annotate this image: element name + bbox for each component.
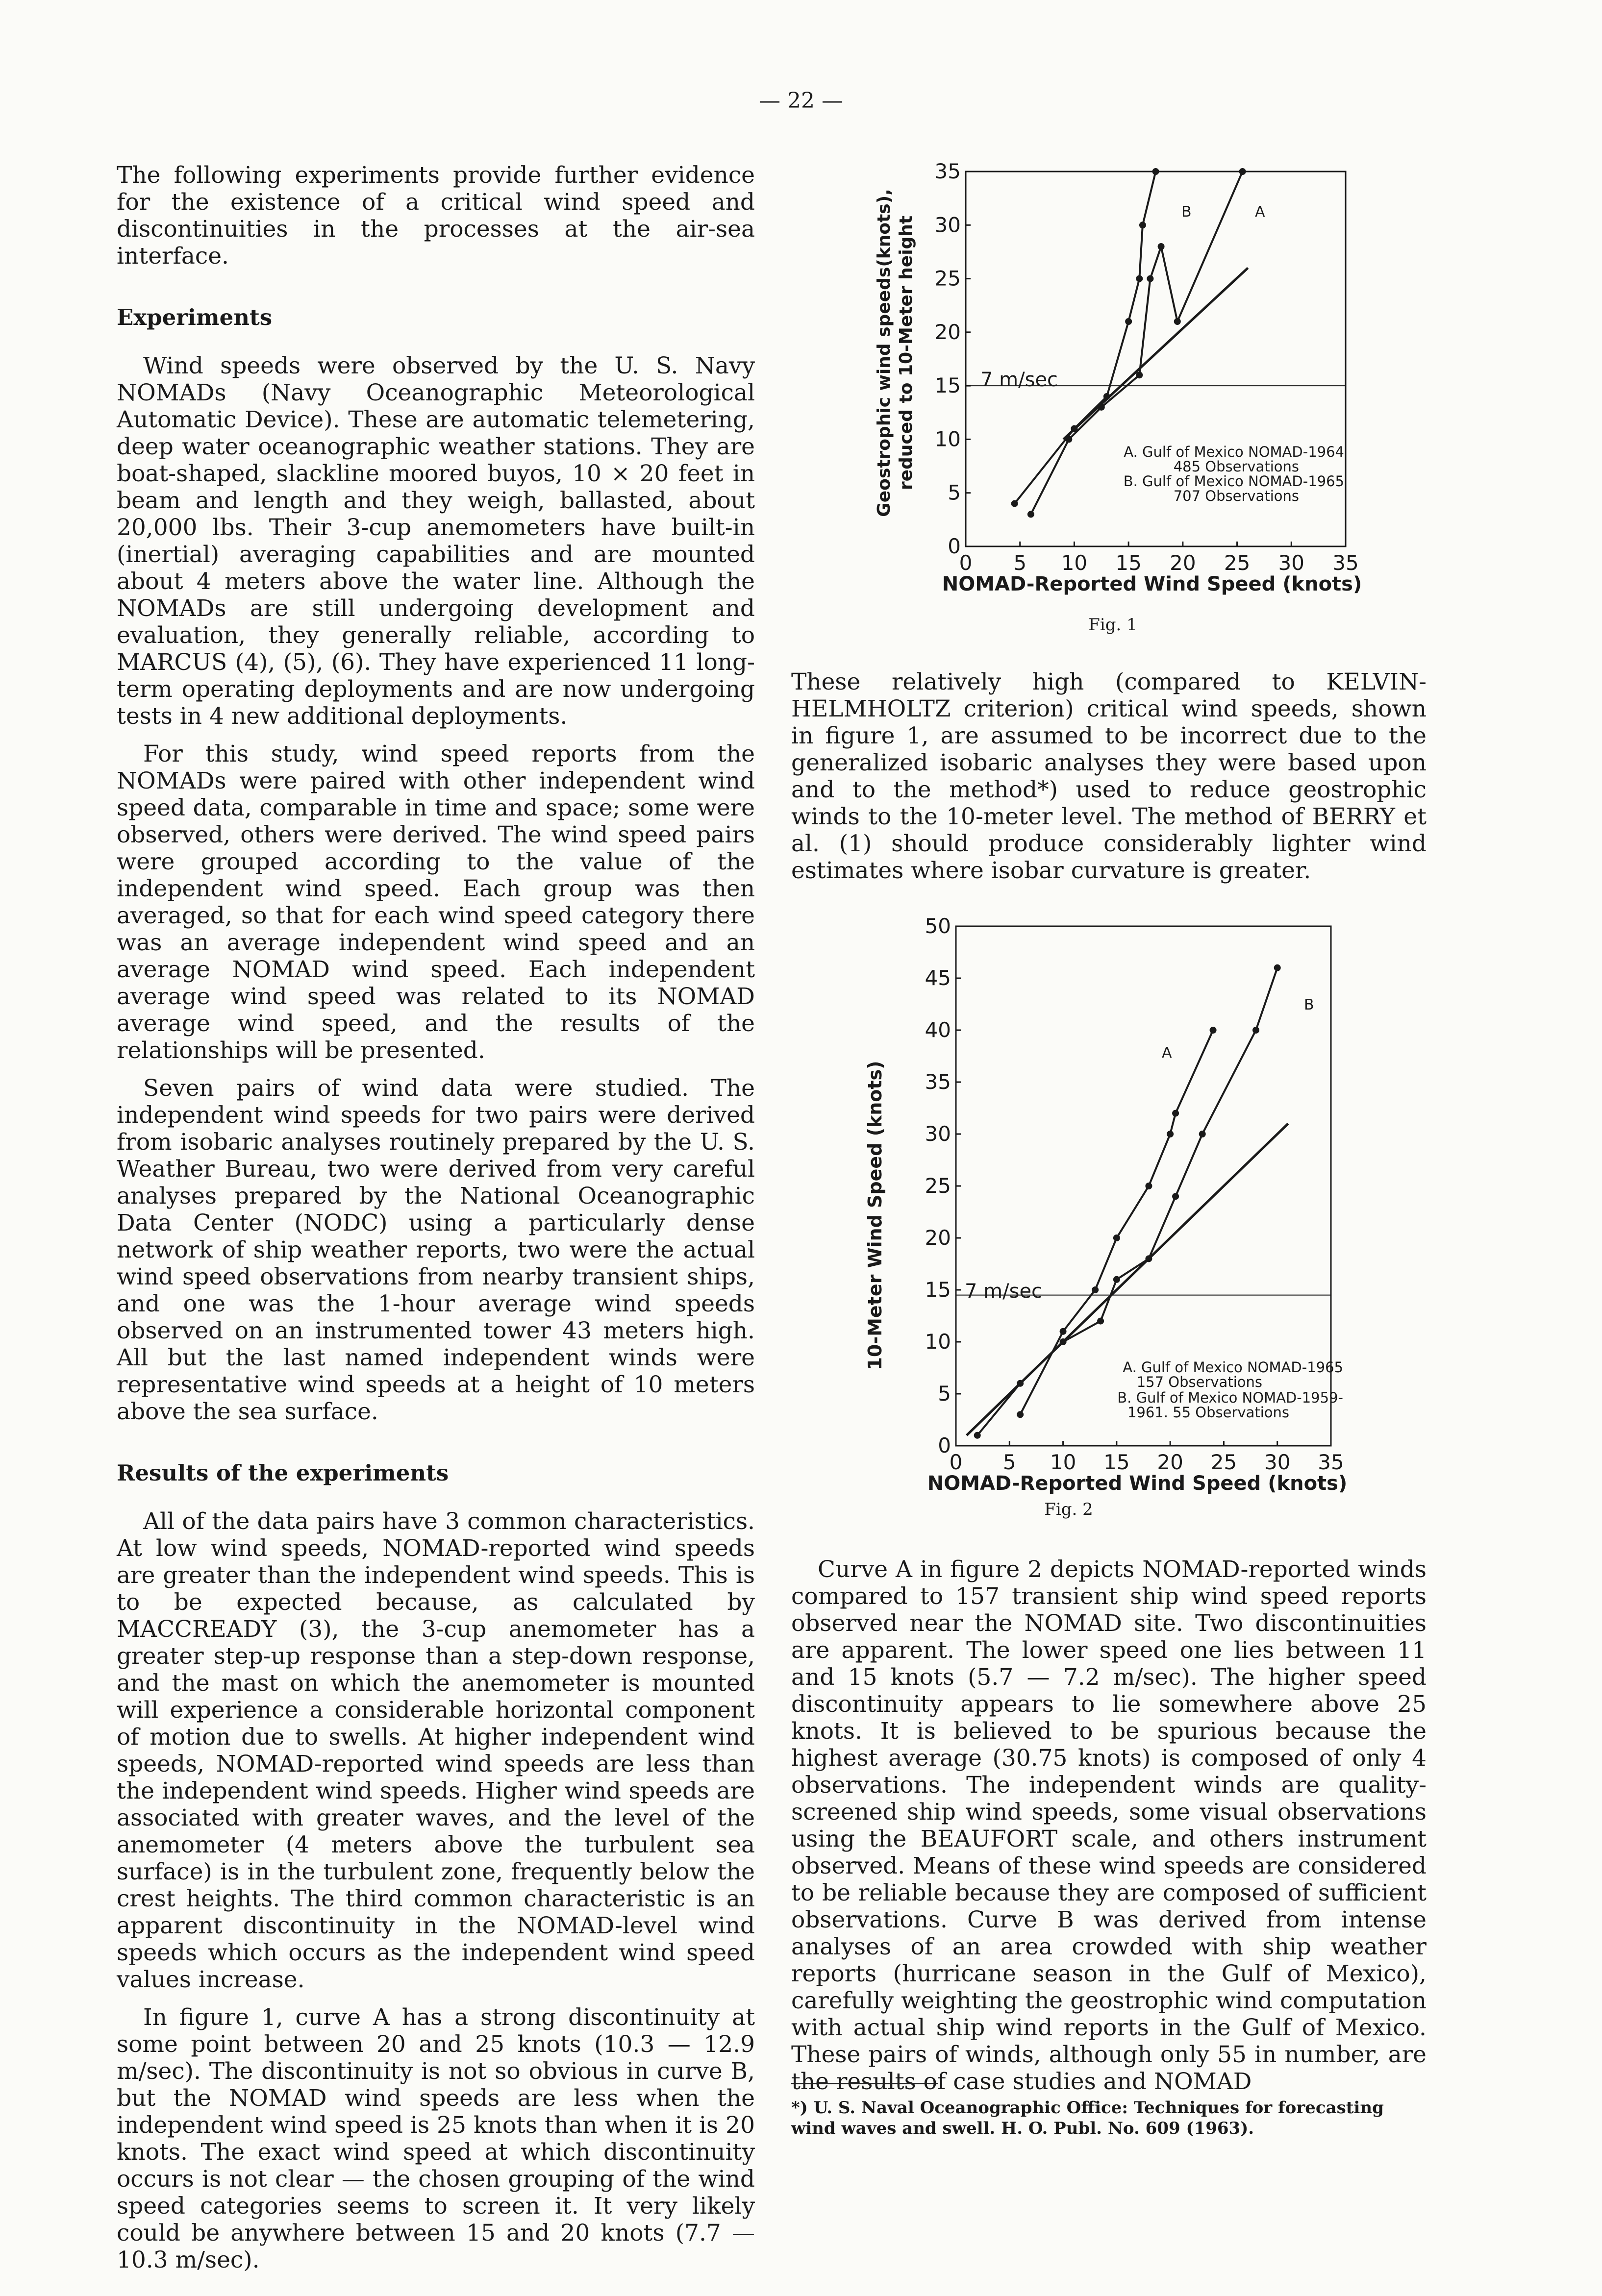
fig1-series-b-point: [1011, 500, 1018, 507]
fig2-series-a-point: [1017, 1411, 1024, 1418]
fig2-legend-1: A. Gulf of Mexico NOMAD-1965: [1123, 1359, 1343, 1376]
figure-1-chart: [868, 157, 1377, 608]
fig2-ytick-label: 10: [925, 1330, 951, 1354]
fig1-series-a-point: [1027, 511, 1034, 518]
fig2-series-b-point: [1017, 1380, 1024, 1387]
fig1-series-a-point: [1239, 168, 1246, 175]
paragraph-pairs: Seven pairs of wind data were studied. The independent wind speeds for two pairs were derived from isobaric analyses routinely prepared by the U. S. Weather Bureau, two were derived from very careful analyses prepared by the National Oceanographic Data Center (NODC) using a particularly dense network of ship weather reports, two were the actual wind speed observations from nearby transient ships, and one was the 1-hour average wind speeds observed on an instrumented tower 43 meters high. All but the last named independent winds were representative wind speeds at a height of 10 meters above the sea surface.: [117, 1075, 755, 1425]
right-column-top: [791, 668, 1427, 895]
fig2-ytick-label: 0: [938, 1433, 951, 1457]
fig1-series-b-point: [1071, 425, 1077, 432]
fig2-ylabel: 10-Meter Wind Speed (knots): [864, 1061, 886, 1370]
fig1-xtick-label: 20: [1170, 551, 1196, 575]
fig2-label-a: A: [1162, 1044, 1172, 1062]
fig2-series-a-point: [1210, 1027, 1217, 1034]
fig1-xtick-label: 0: [959, 551, 973, 575]
fig1-ytick-label: 10: [934, 427, 961, 451]
fig1-label-b: B: [1181, 203, 1192, 221]
heading-experiments: Experiments: [117, 304, 273, 330]
fig1-series-b-point: [1152, 168, 1159, 175]
fig1-series-a-point: [1147, 275, 1153, 282]
fig2-series-b-point: [1145, 1255, 1152, 1262]
fig1-legend-4: 707 Observations: [1173, 488, 1299, 504]
paragraph-characteristics: All of the data pairs have 3 common characteristics. At low wind speeds, NOMAD-reported wind speeds are greater than the independent wind speeds. This is to be expected because, as calculated by MACCREADY (3), the 3-cup anemometer has a greater step-up response than a step-down response, and the mast on which the anemometer is mounted will experience a considerable horizontal component of motion due to swells. At higher independent wind speeds, NOMAD-reported wind speeds are less than the independent wind speeds. Higher wind speeds are associated with greater waves, and the level of the anemometer (4 meters above the turbulent sea surface) is in the turbulent zone, frequently below the crest heights. The third common characteristic is an apparent discontinuity in the NOMAD-level wind speeds which occurs as the independent wind speed values increase.: [117, 1508, 755, 1993]
fig2-series-a-point: [1060, 1328, 1067, 1335]
fig1-series-b-point: [1125, 318, 1132, 325]
fig2-threshold-label: 7 m/sec: [965, 1280, 1043, 1303]
fig2-series-a-line: [1020, 1030, 1213, 1414]
fig2-series-a-point: [1167, 1131, 1174, 1137]
fig1-ytick-label: 15: [934, 373, 961, 398]
fig2-xtick-label: 25: [1210, 1450, 1237, 1474]
figure-2-chart: [848, 907, 1377, 1509]
paragraph-study: For this study, wind speed reports from the NOMADs were paired with other independent wind speed data, comparable in time and space; some were observed, others were derived. The wind speed pairs were grouped according to the value of the independent wind speed. Each group was then averaged, so that for each wind speed category there was an average independent wind speed and an average NOMAD wind speed. Each independent average wind speed was related to its NOMAD average wind speed, and the results of the relationships will be presented.: [117, 741, 755, 1064]
fig1-xtick-label: 25: [1224, 551, 1251, 575]
heading-results: Results of the experiments: [117, 1460, 449, 1486]
fig1-series-a-point: [1136, 371, 1143, 378]
figure-2-caption: Fig. 2: [1044, 1500, 1093, 1519]
fig2-series-a-point: [1145, 1183, 1152, 1189]
footnote: *) U. S. Naval Oceanographic Office: Techniques for forecasting wind waves and swell. H. O. Publ. No. 609 (1963).: [791, 2098, 1384, 2138]
fig1-series-b-point: [1103, 393, 1110, 400]
fig1-ytick-label: 0: [948, 534, 961, 558]
fig2-series-a-point: [1172, 1110, 1179, 1117]
fig2-xtick-label: 35: [1318, 1450, 1344, 1474]
fig2-ytick-label: 20: [925, 1226, 951, 1250]
fig2-legend-3: B. Gulf of Mexico NOMAD-1959-: [1117, 1389, 1343, 1406]
fig2-series-b-point: [1097, 1318, 1104, 1325]
right-column-bottom: [791, 1556, 1427, 2106]
fig2-series-a-point: [1092, 1286, 1099, 1293]
fig2-xtick-label: 20: [1157, 1450, 1183, 1474]
fig2-xtick-label: 0: [949, 1450, 963, 1474]
fig2-series-b-point: [1172, 1193, 1179, 1200]
fig1-series-b-point: [1139, 222, 1146, 228]
fig2-legend-4: 1961. 55 Observations: [1127, 1404, 1289, 1421]
fig2-label-b: B: [1304, 996, 1314, 1013]
fig2-ytick-label: 50: [925, 914, 951, 938]
fig1-xtick-label: 5: [1013, 551, 1027, 575]
fig2-series-b-point: [1199, 1131, 1206, 1137]
figure-1: [868, 157, 1377, 610]
fig1-ytick-label: 35: [934, 159, 961, 183]
fig1-legend-3: B. Gulf of Mexico NOMAD-1965: [1123, 473, 1344, 490]
fig1-xtick-label: 10: [1061, 551, 1088, 575]
fig1-series-b-point: [1136, 275, 1143, 282]
fig1-ylabel-line1: Geostrophic wind speeds(knots),: [874, 189, 894, 517]
fig2-ytick-label: 25: [925, 1174, 951, 1198]
fig1-xtick-label: 35: [1332, 551, 1359, 575]
page-number: — 22 —: [759, 88, 843, 113]
intro-paragraph: The following experiments provide further evidence for the existence of a critical wind speed and discontinuities in the processes at the air-sea interface.: [117, 162, 755, 270]
paragraph-nomad: Wind speeds were observed by the U. S. Navy NOMADs (Navy Oceanographic Meteorological Automatic Device). These are automatic telemetering, deep water oceanographic weather stations. They are boat-shaped, slackline moored buyos, 10 × 20 feet in beam and length and they weigh, ballasted, about 20,000 lbs. Their 3-cup anemometers have built-in (inertial) averaging capabilities and are mounted about 4 meters above the water line. Although the NOMADs are still undergoing development and evaluation, they generally reliable, according to MARCUS (4), (5), (6). They have experienced 11 long-term operating deployments and are now undergoing tests in 4 new additional deployments.: [117, 352, 755, 730]
fig2-ytick-label: 40: [925, 1018, 951, 1042]
paragraph-figure1: In figure 1, curve A has a strong discontinuity at some point between 20 and 25 knots (10.3 — 12.9 m/sec). The discontinuity is not so obvious in curve B, but the NOMAD wind speeds are less when the independent wind speed is 25 knots than when it is 20 knots. The exact wind speed at which discontinuity occurs is not clear — the chosen grouping of the wind speed categories seems to screen it. It very likely could be anywhere between 15 and 20 knots (7.7 — 10.3 m/sec).: [117, 2004, 755, 2273]
fig1-reference-line: [1063, 268, 1248, 440]
fig1-legend-2: 485 Observations: [1173, 458, 1299, 475]
fig2-series-a-point: [1113, 1234, 1120, 1241]
fig2-ytick-label: 5: [938, 1382, 951, 1406]
figure-2: [848, 907, 1377, 1511]
fig1-xtick-label: 30: [1278, 551, 1305, 575]
fig2-legend-2: 157 Observations: [1136, 1374, 1262, 1390]
fig2-xtick-label: 15: [1103, 1450, 1130, 1474]
fig2-ytick-label: 45: [925, 966, 951, 990]
fig2-xlabel: NOMAD-Reported Wind Speed (knots): [927, 1472, 1348, 1495]
paragraph-critical-speeds: These relatively high (compared to KELVIN-HELMHOLTZ criterion) critical wind speeds, shown in figure 1, are assumed to be incorrect due to the generalized isobaric analyses they were based upon and to the method*) used to reduce geostrophic winds to the 10-meter level. The method of BERRY et al. (1) should produce considerably lighter wind estimates where isobar curvature is greater.: [791, 668, 1427, 884]
fig2-xtick-label: 30: [1264, 1450, 1291, 1474]
fig1-ytick-label: 5: [948, 480, 961, 505]
fig1-series-a-point: [1174, 318, 1181, 325]
fig1-xtick-label: 15: [1115, 551, 1142, 575]
fig1-ytick-label: 25: [934, 266, 961, 291]
fig1-label-a: A: [1255, 203, 1265, 221]
fig1-legend-1: A. Gulf of Mexico NOMAD-1964: [1124, 444, 1344, 460]
fig2-ytick-label: 30: [925, 1122, 951, 1146]
fig2-series-b-point: [1252, 1027, 1259, 1034]
fig2-series-b-point: [1274, 964, 1281, 971]
fig1-ylabel-line2: reduced to 10-Meter height: [896, 215, 916, 491]
fig1-ytick-label: 20: [934, 320, 961, 344]
fig2-xtick-label: 10: [1050, 1450, 1076, 1474]
fig2-ytick-label: 15: [925, 1278, 951, 1302]
footnote-rule: [791, 2083, 938, 2084]
left-column: [117, 162, 755, 2284]
fig1-xlabel: NOMAD-Reported Wind Speed (knots): [942, 573, 1362, 595]
paragraph-curve-a: Curve A in figure 2 depicts NOMAD-reported winds compared to 157 transient ship wind speed reports observed near the NOMAD site. Two discontinuities are apparent. The lower speed one lies between 11 and 15 knots (5.7 — 7.2 m/sec). The higher speed discontinuity appears to lie somewhere above 25 knots. It is believed to be spurious because the highest average (30.75 knots) is composed of only 4 observations. The independent winds are quality-screened ship wind speeds, some visual observations using the BEAUFORT scale, and others instrument observed. Means of these wind speeds are considered to be reliable because they are composed of sufficient observations. Curve B was derived from intense analyses of an area crowded with ship weather reports (hurricane season in the Gulf of Mexico), carefully weighting the geostrophic wind computation with actual ship wind reports in the Gulf of Mexico. These pairs of winds, although only 55 in number, are the results of case studies and NOMAD: [791, 1556, 1427, 2095]
fig2-series-b-point: [1060, 1338, 1067, 1345]
fig1-threshold-label: 7 m/sec: [980, 369, 1058, 391]
figure-1-caption: Fig. 1: [1088, 615, 1137, 635]
fig2-xtick-label: 5: [1002, 1450, 1016, 1474]
fig1-series-a-point: [1158, 243, 1165, 250]
fig2-ytick-label: 35: [925, 1070, 951, 1094]
fig2-series-b-point: [1113, 1276, 1120, 1283]
fig2-series-b-point: [974, 1432, 981, 1439]
fig1-ytick-label: 30: [934, 213, 961, 237]
